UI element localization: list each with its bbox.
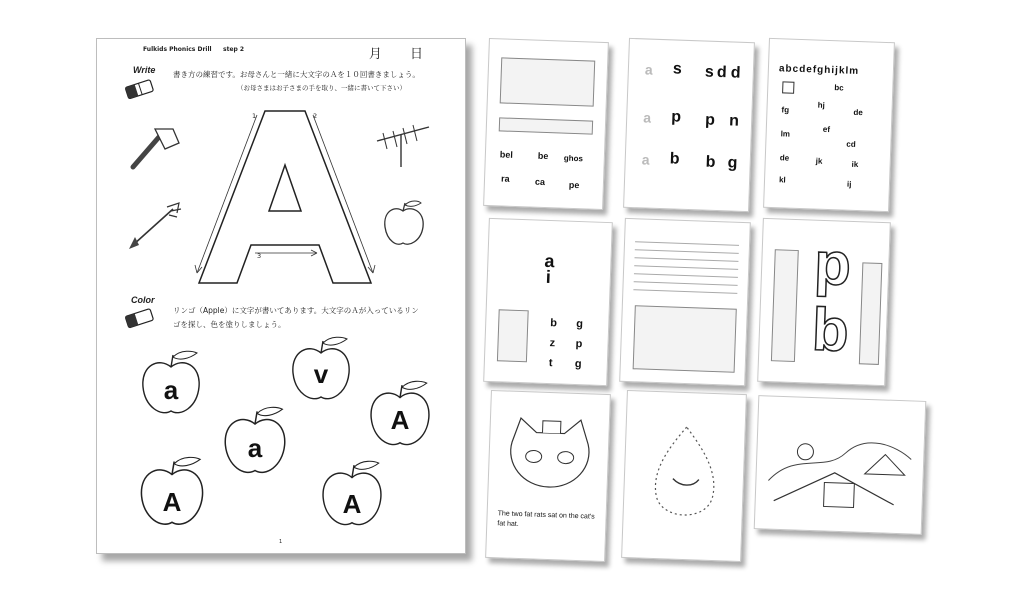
color-instruction-line-1: リンゴ（Apple）に文字が書いてあります。大文字のＡが入っているリン	[173, 306, 419, 315]
letter: b	[705, 153, 716, 171]
trace-letter: a	[644, 61, 653, 78]
thumbnail-page-6[interactable]	[619, 218, 751, 386]
letter-pair: de	[853, 107, 863, 118]
main-worksheet	[96, 38, 466, 554]
cat-hat-drawing	[500, 411, 599, 494]
apple-6-letter: A	[342, 489, 362, 519]
date-field: 月 日	[368, 47, 435, 62]
letter-pair: hj	[817, 100, 825, 110]
letter-pair: cd	[846, 139, 856, 149]
letter: g	[576, 318, 584, 331]
word-part: pe	[568, 179, 580, 191]
picture-grid	[633, 305, 737, 373]
practice-sentence: The two fat rats sat on the cat's fat hat.	[497, 510, 595, 529]
letter: p	[704, 111, 716, 129]
color-instruction-line-2: ゴを探し、色を塗りしましょう。	[173, 320, 286, 329]
picture-column	[497, 309, 529, 362]
letter: p	[575, 337, 583, 351]
letter: p	[670, 108, 682, 126]
letter-pair: ij	[846, 179, 852, 189]
letter-pair: fg	[781, 105, 790, 115]
apple-5[interactable]	[137, 455, 207, 531]
thumbnail-page-7[interactable]	[757, 218, 891, 386]
answer-box	[782, 81, 794, 93]
letter: i	[545, 266, 552, 288]
word-part: bel	[499, 149, 514, 160]
letter: a	[544, 250, 555, 272]
thumbnail-page-5[interactable]	[483, 218, 613, 386]
apple-6[interactable]	[319, 459, 385, 531]
letter: d	[716, 63, 727, 82]
apple-4[interactable]	[221, 405, 289, 479]
letter: s	[704, 63, 715, 81]
trace-letter: a	[641, 151, 650, 168]
apple-1[interactable]	[139, 349, 203, 419]
dot-to-dot-drawing	[637, 415, 733, 538]
letter-pair: kl	[778, 175, 786, 185]
apple-4-letter: a	[247, 433, 263, 463]
word-part: be	[537, 150, 549, 162]
scene-coloring-drawing	[763, 410, 917, 525]
eraser-icon	[123, 77, 157, 99]
thumbnail-page-8[interactable]	[485, 390, 611, 562]
letter: n	[728, 112, 740, 130]
axe-icon	[125, 123, 185, 175]
antenna-icon	[373, 121, 433, 171]
letter-pair: ef	[822, 124, 831, 135]
thumbnail-page-4[interactable]	[763, 38, 895, 212]
letter: z	[549, 337, 556, 350]
stroke-number-3: 3	[257, 252, 262, 260]
apple-drawing	[381, 199, 427, 249]
color-label: Color	[131, 295, 155, 305]
letter: t	[548, 357, 553, 370]
stroke-number-1: 1	[252, 112, 257, 120]
thumbnail-page-9[interactable]	[621, 390, 747, 562]
worksheet-title: Fulkids Phonics Drill	[143, 46, 212, 53]
apple-3[interactable]	[367, 379, 433, 451]
arrow-icon	[127, 201, 183, 251]
big-letter: b	[810, 295, 850, 364]
apple-5-letter: A	[162, 487, 182, 517]
apple-1-letter: a	[163, 375, 179, 405]
word-part: ca	[534, 176, 546, 187]
letter: g	[574, 357, 582, 371]
letter: b	[669, 150, 680, 168]
letter: d	[730, 64, 741, 82]
picture-column	[859, 262, 883, 365]
letter-pair: ik	[851, 159, 859, 170]
letter: s	[672, 60, 683, 78]
apple-2[interactable]	[289, 335, 353, 405]
alphabet-row: abcdefghijklm	[778, 63, 860, 78]
page-number: 1	[279, 539, 283, 545]
letter-strip	[499, 117, 593, 134]
worksheet-step: step 2	[223, 46, 245, 53]
big-letter: p	[813, 229, 853, 298]
thumbnail-page-2[interactable]	[483, 38, 609, 210]
picture-grid	[500, 57, 596, 106]
letter: b	[550, 317, 558, 330]
thumbnail-page-3[interactable]	[623, 38, 755, 212]
apple-2-letter: v	[313, 359, 329, 389]
stroke-number-2: 2	[313, 112, 318, 120]
write-note: （お母さまはお子さまの手を取り、一緒に書いて下さい）	[237, 84, 406, 92]
write-instruction: 書き方の練習です。お母さんと一緒に大文字のＡを１０回書きましょう。	[173, 70, 420, 79]
letter-pair: bc	[834, 83, 844, 93]
write-label: Write	[133, 65, 156, 75]
letter-a-tracing	[193, 107, 379, 287]
letter-pair: jk	[815, 156, 823, 166]
letter: g	[727, 154, 738, 172]
picture-column	[771, 249, 799, 362]
word-part: ra	[500, 173, 510, 184]
trace-letter: a	[642, 109, 652, 126]
thumbnail-page-10[interactable]	[754, 395, 927, 535]
letter-pair: lm	[780, 129, 791, 139]
letter-pair: de	[779, 153, 790, 163]
crayon-icon	[123, 305, 157, 329]
word-part: ghos	[563, 153, 584, 164]
apple-3-letter: A	[390, 405, 410, 435]
